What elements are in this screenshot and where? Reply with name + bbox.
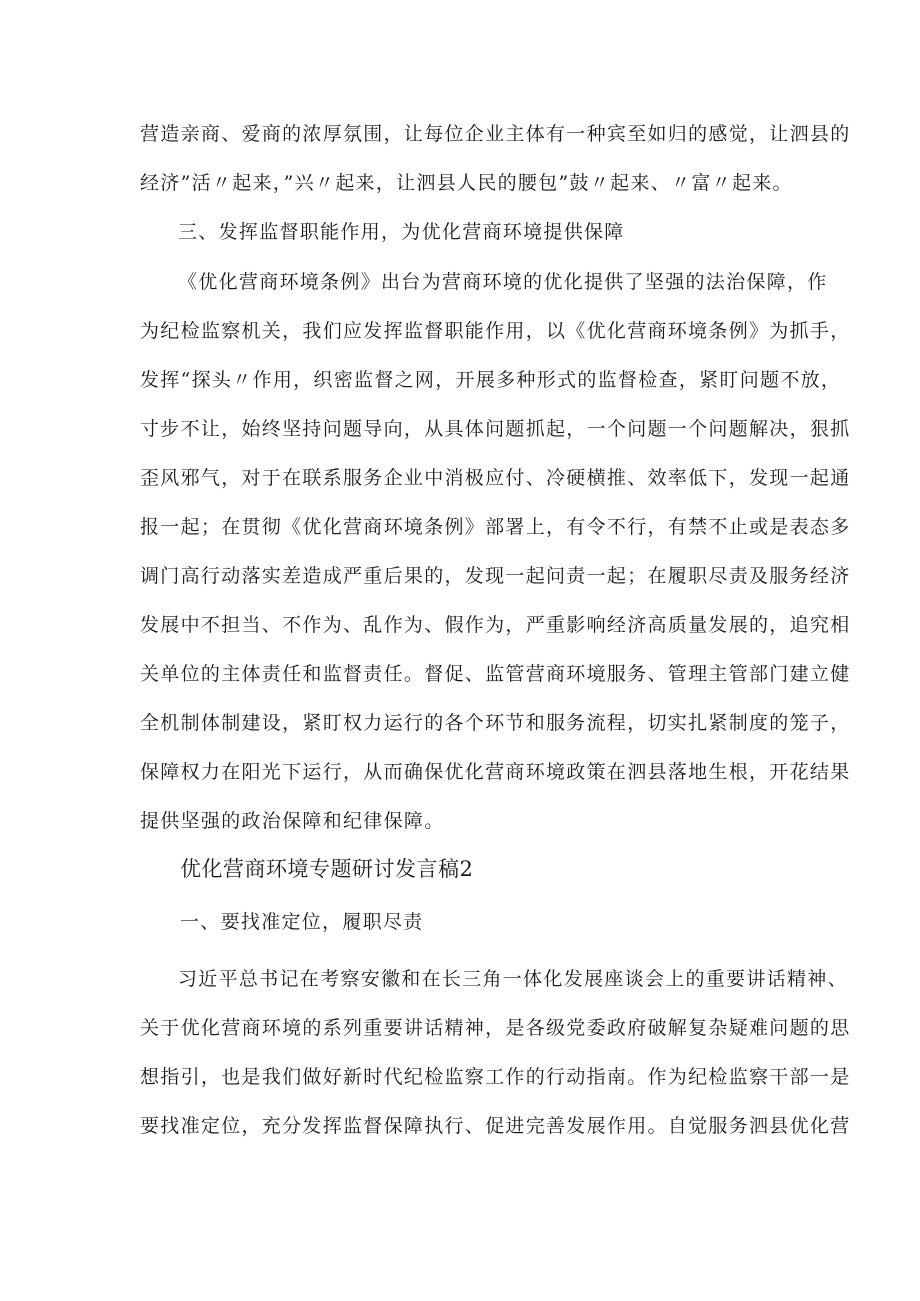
paragraph-line: 想指引，也是我们做好新时代纪检监察工作的行动指南。作为纪检监察干部一是 xyxy=(140,1066,851,1088)
paragraph-line: 歪风邪气，对于在联系服务企业中消极应付、冷硬横推、效率低下，发现一起通 xyxy=(140,467,851,489)
section-heading-1: 一、要找准定位，履职尽责 xyxy=(180,911,424,933)
paragraph-line: 发展中不担当、不作为、乱作为、假作为，严重影响经济高质量发展的，追究相 xyxy=(140,614,851,636)
paragraph-line: 全机制体制建设，紧盯权力运行的各个环节和服务流程，切实扎紧制度的笼子， xyxy=(140,712,851,734)
paragraph-line: 关单位的主体责任和监督责任。督促、监管营商环境服务、管理主管部门建立健 xyxy=(140,663,851,685)
paragraph-line: 经济”活〃起来，”兴〃起来，让泗县人民的腰包”鼓〃起来、〃富〃起来。 xyxy=(140,172,793,194)
paragraph-line: 要找准定位，充分发挥监督保障执行、促进完善发展作用。自觉服务泗县优化营 xyxy=(140,1115,851,1137)
paragraph-line: 提供坚强的政治保障和纪律保障。 xyxy=(140,810,445,832)
paragraph-line: 《优化营商环境条例》出台为营商环境的优化提供了坚强的法治保障，作 xyxy=(178,271,828,293)
section-heading-3: 三、发挥监督职能作用，为优化营商环境提供保障 xyxy=(178,221,625,243)
paragraph-line: 为纪检监察机关，我们应发挥监督职能作用，以《优化营商环境条例》为抓手， xyxy=(140,320,851,342)
paragraph-line: 关于优化营商环境的系列重要讲话精神，是各级党委政府破解复杂疑难问题的思 xyxy=(140,1017,851,1039)
paragraph-line: 调门高行动落实差造成严重后果的，发现一起问责一起；在履职尽责及服务经济 xyxy=(140,565,851,587)
paragraph-line: 营造亲商、爱商的浓厚氛围，让每位企业主体有一种宾至如归的感觉，让泗县的 xyxy=(140,123,851,145)
paragraph-line: 报一起；在贯彻《优化营商环境条例》部署上，有令不行，有禁不止或是表态多 xyxy=(140,516,851,538)
paragraph-line: 寸步不让，始终坚持问题导向，从具体问题抓起，一个问题一个问题解决，狠抓 xyxy=(140,418,851,440)
paragraph-line: 习近平总书记在考察安徽和在长三角一体化发展座谈会上的重要讲话精神、 xyxy=(178,968,848,990)
paragraph-line: 发挥“探头〃作用，织密监督之网，开展多种形式的监督检查，紧盯问题不放， xyxy=(140,369,842,391)
document-title: 优化营商环境专题研讨发言稿2 xyxy=(180,857,474,881)
paragraph-line: 保障权力在阳光下运行，从而确保优化营商环境政策在泗县落地生根，开花结果 xyxy=(140,761,851,783)
